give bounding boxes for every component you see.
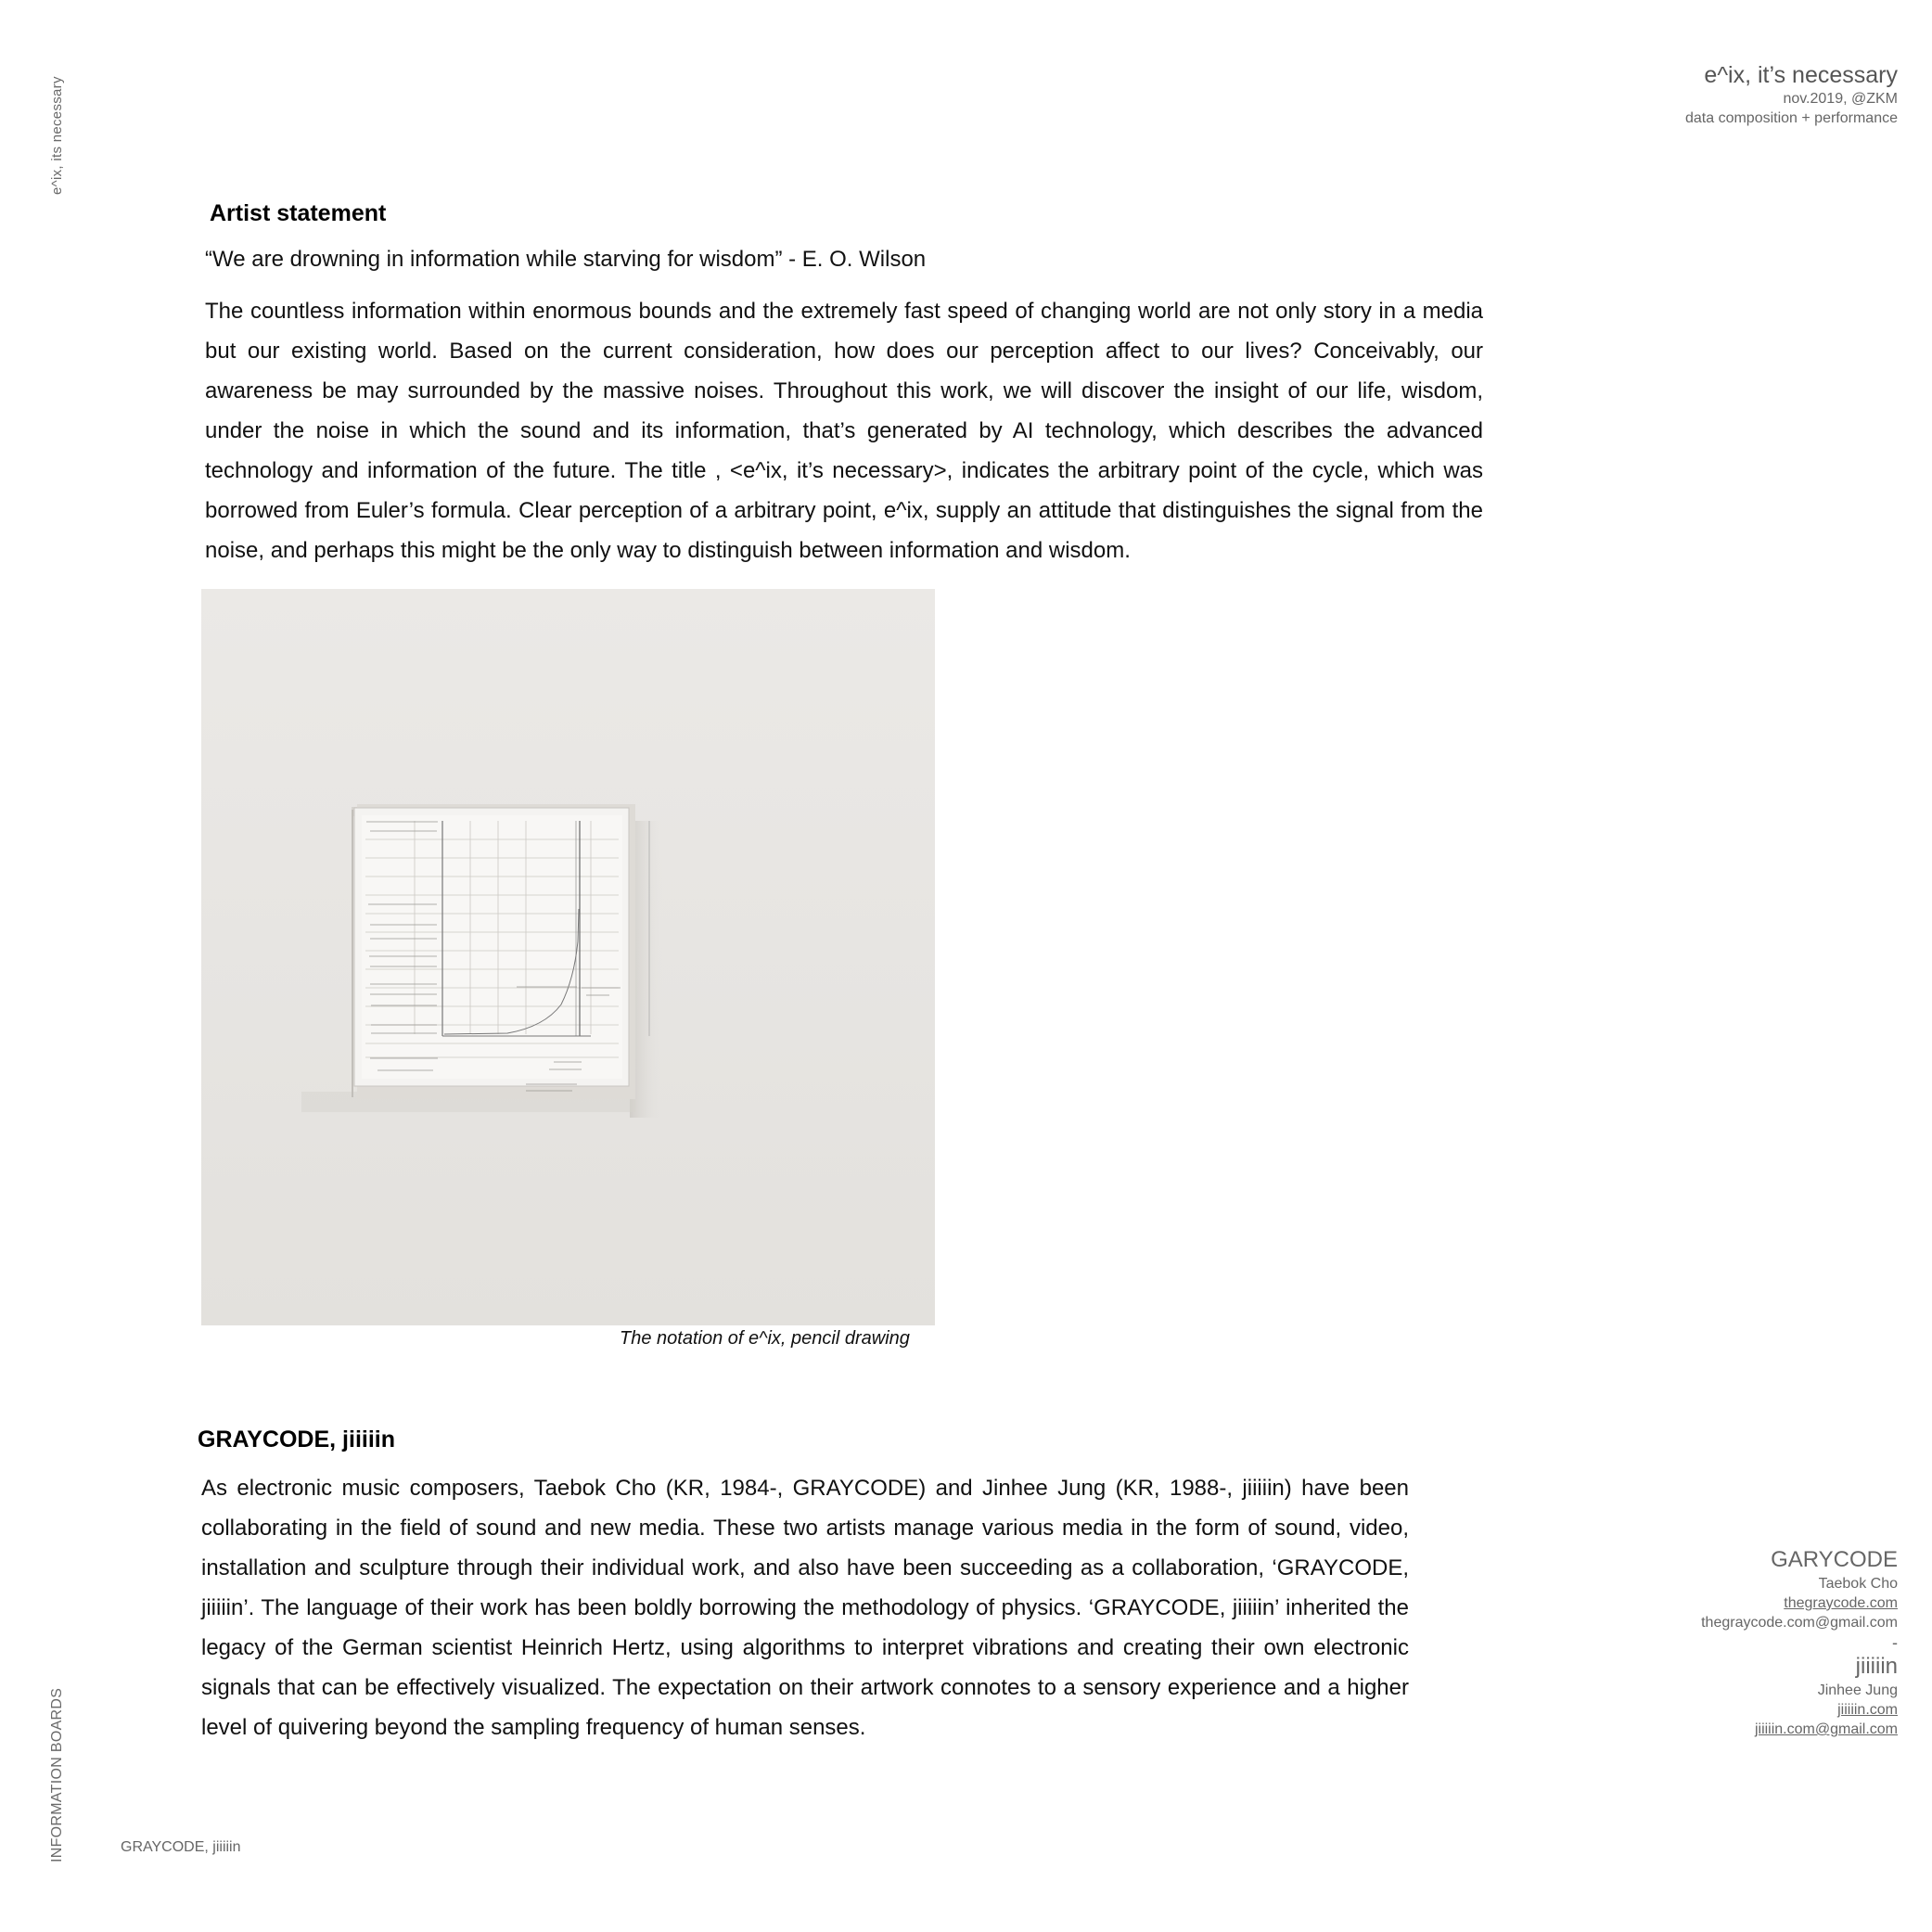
- footer-label: GRAYCODE, jiiiiin: [121, 1839, 241, 1855]
- artist1-alias: GARYCODE: [1771, 1547, 1898, 1572]
- artist1-email[interactable]: thegraycode.com@gmail.com: [1701, 1615, 1898, 1631]
- figure-caption: The notation of e^ix, pencil drawing: [620, 1328, 910, 1349]
- artwork-photo: [201, 589, 935, 1325]
- artists-bio: As electronic music composers, Taebok Cho (KR, 1984-, GRAYCODE) and Jinhee Jung (KR, 1988-, jiiiiin) have been collaborating in the field of sound and new media. These two artists manage various media in the form of sound, video, installation and sculpture through their individual work, and also have been succeeding as a collaboration, ‘GRAYCODE, jiiiiin’. The language of their work has been boldly borrowing the methodology of physics. ‘GRAYCODE, jiiiiin’ inherited the legacy of the German scientist Heinrich Hertz, using algorithms to interpret vibrations and creating their own electronic signals that can be effectively visualized. The expectation on their artwork connotes to a sensory experience and a higher level of quivering beyond the sampling frequency of human senses.: [201, 1476, 1409, 1740]
- project-title: e^ix, it’s necessary: [1704, 62, 1898, 88]
- date-venue: nov.2019, @ZKM: [1783, 91, 1898, 107]
- artist1-website-link[interactable]: thegraycode.com: [1784, 1595, 1898, 1611]
- artist2-website-link[interactable]: jiiiiin.com: [1837, 1702, 1898, 1718]
- artist-statement-heading: Artist statement: [210, 200, 387, 226]
- sidebar-project-label: e^ix, its necessary: [49, 76, 65, 195]
- statement-quote: “We are drowning in information while starving for wisdom” - E. O. Wilson: [205, 247, 927, 272]
- artist1-name: Taebok Cho: [1818, 1576, 1898, 1592]
- artist2-email-link[interactable]: jiiiiin.com@gmail.com: [1754, 1721, 1898, 1737]
- artist2-name: Jinhee Jung: [1817, 1683, 1898, 1698]
- medium-label: data composition + performance: [1684, 110, 1898, 126]
- sidebar-section-label: INFORMATION BOARDS: [49, 1687, 65, 1862]
- contact-block: [1701, 1546, 1898, 1739]
- statement-body: The countless information within enormous bounds and the extremely fast speed of changing world are not only story in a media but our existing world. Based on the current consideration, how does our perception affect to our lives? Conceivably, our awareness be may surrounded by the massive noises. Throughout this work, we will discover the insight of our life, wisdom, under the noise in which the sound and its information, that’s generated by AI technology, which describes the advanced technology and information of the future. The title , <e^ix, it’s necessary>, indicates the arbitrary point of the cycle, which was borrowed from Euler’s formula. Clear perception of a arbitrary point, e^ix, supply an attitude that distinguishes the signal from the noise, and perhaps this might be the only way to distinguish between information and wisdom.: [205, 299, 1483, 563]
- artists-heading: GRAYCODE, jiiiiin: [198, 1427, 396, 1452]
- artist2-alias: jiiiiin: [1855, 1654, 1898, 1679]
- contact-separator: -: [1892, 1633, 1898, 1652]
- page-header: [1685, 61, 1898, 128]
